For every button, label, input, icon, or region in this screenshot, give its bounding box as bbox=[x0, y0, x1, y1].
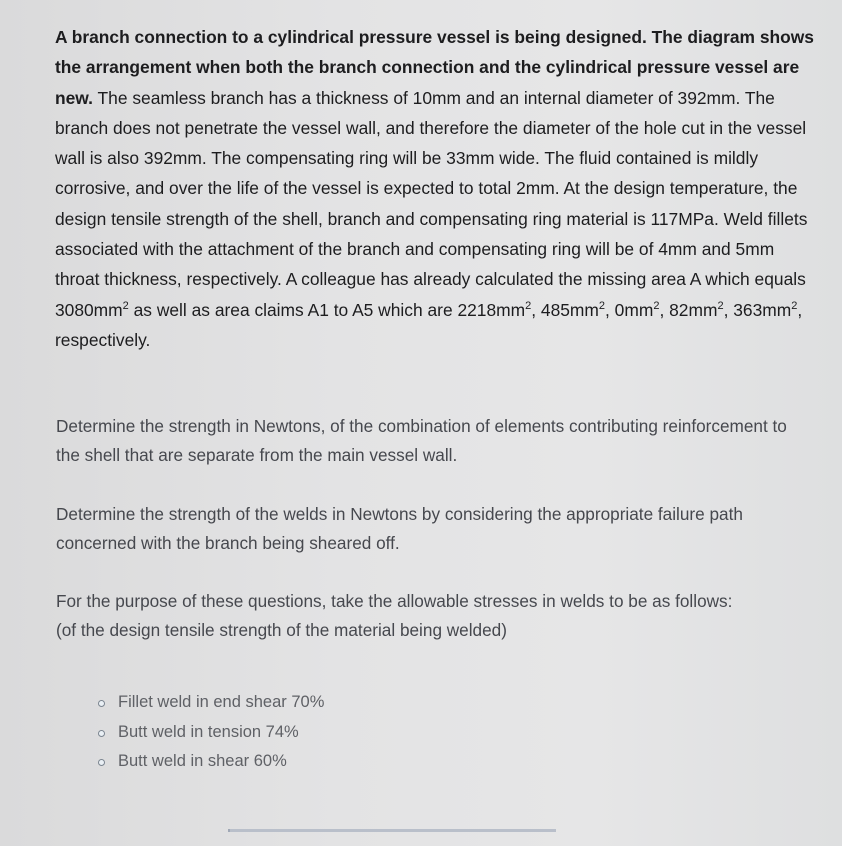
list-item bbox=[94, 747, 324, 777]
list-item bbox=[94, 718, 324, 748]
problem-statement bbox=[55, 22, 815, 355]
superscript: 2 bbox=[525, 299, 532, 312]
allowable-stresses-qualifier: (of the design tensile strength of the material being welded) bbox=[56, 620, 507, 640]
list-item-text: Butt weld in tension 74% bbox=[118, 722, 299, 741]
statement-end: , respectively. bbox=[55, 299, 803, 350]
area-claim-a2: , 485mm bbox=[531, 299, 599, 320]
bullet-icon bbox=[98, 759, 105, 766]
bullet-icon bbox=[98, 700, 105, 707]
area-claim-a3: , 0mm bbox=[605, 299, 654, 320]
superscript: 2 bbox=[791, 299, 798, 312]
problem-statement-body: The seamless branch has a thickness of 10mm and an internal diameter of 392mm. The branch does not penetrate the vessel wall, and therefore the diameter of the hole cut in the vessel wall is also 392mm. The compensating ring will be 33mm wide. The fluid contained is mildly corrosive, and over the life of the vessel is expected to total 2mm. At the design temperature, the design tensile strength of the shell, branch and compensating ring material is 117MPa. Weld fillets associated with the attachment of the branch and compensating ring will be of 4mm and 5mm throat thickness, respectively. A colleague has already calculated the missing area A which equals 3080mm bbox=[55, 87, 808, 320]
bullet-icon bbox=[98, 730, 105, 737]
question-weld-strength: Determine the strength of the welds in Newtons by considering the appropriate failure path concerned with the branch being sheared off. bbox=[56, 504, 743, 553]
area-claims-text: as well as area claims A1 to A5 which are 2218mm bbox=[128, 299, 526, 320]
answer-input-edge[interactable] bbox=[228, 829, 556, 832]
superscript: 2 bbox=[653, 299, 660, 312]
superscript: 2 bbox=[717, 299, 724, 312]
area-claim-a5: , 363mm bbox=[723, 299, 792, 320]
allowable-stresses-intro: For the purpose of these questions, take the allowable stresses in welds to be as follows: bbox=[56, 591, 733, 611]
list-item-text: Fillet weld in end shear 70% bbox=[118, 693, 325, 711]
question-reinforcement-strength: Determine the strength in Newtons, of the combination of elements contributing reinforcement to the shell that are separate from the main vessel wall. bbox=[56, 416, 787, 465]
area-claim-a4: , 82mm bbox=[659, 299, 718, 320]
list-item bbox=[94, 688, 324, 718]
problem-statement-bold: A branch connection to a cylindrical pressure vessel is being designed. The diagram shows the arrangement when both the branch connection and the cylindrical pressure vessel are new. bbox=[55, 27, 814, 108]
superscript: 2 bbox=[598, 299, 606, 312]
weld-stress-list bbox=[94, 688, 324, 777]
allowable-stresses-note bbox=[56, 587, 796, 645]
list-item-text: Butt weld in shear 60% bbox=[118, 752, 287, 770]
superscript: 2 bbox=[122, 299, 129, 312]
